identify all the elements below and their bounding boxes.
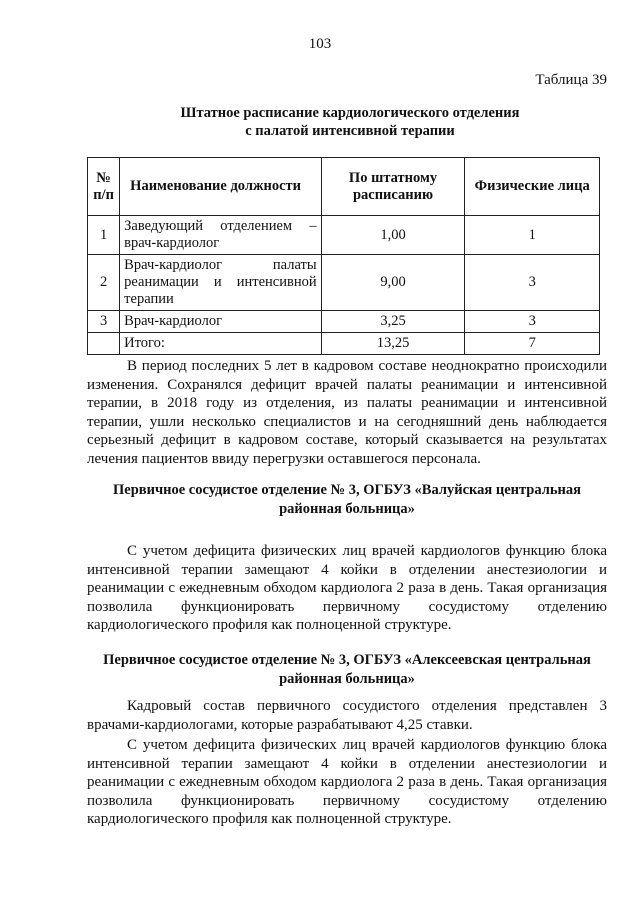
row-plan: 1,00 <box>321 216 465 255</box>
row-name: Итого: <box>120 333 321 355</box>
table-caption: Таблица 39 <box>535 72 607 88</box>
page-number: 103 <box>308 36 332 52</box>
staffing-table <box>87 157 600 355</box>
row-name: Врач-кардиолог <box>120 311 321 333</box>
row-name: Врач-кардиолог палаты реанимации и интенсивной терапии <box>120 255 321 311</box>
row-num: 2 <box>88 255 120 311</box>
table-title-line-1: Штатное расписание кардиологического отделения <box>180 105 520 121</box>
row-phys: 3 <box>465 311 600 333</box>
table-row <box>88 216 600 255</box>
table-title <box>80 104 620 140</box>
paragraph-3: Кадровый состав первичного сосудистого отделения представлен 3 врачами-кардиологами, которые разрабатывают 4,25 ставки. <box>87 698 607 733</box>
table-row <box>88 255 600 311</box>
row-num: 3 <box>88 311 120 333</box>
table-header-row <box>88 158 600 216</box>
table-row <box>88 311 600 333</box>
table-title-line-2: с палатой интенсивной терапии <box>245 123 455 139</box>
header-name: Наименование должности <box>120 158 321 216</box>
row-num: 1 <box>88 216 120 255</box>
header-num: № п/п <box>88 158 120 216</box>
row-plan: 9,00 <box>321 255 465 311</box>
table-total-row <box>88 333 600 355</box>
row-plan: 13,25 <box>321 333 465 355</box>
header-phys: Физические лица <box>465 158 600 216</box>
row-phys: 1 <box>465 216 600 255</box>
row-plan: 3,25 <box>321 311 465 333</box>
paragraph-1: В период последних 5 лет в кадровом составе неоднократно происходили изменения. Сохранялся дефицит врачей палаты реанимации и интенсивной терапии, в 2018 году из отделения, из палаты реанимации и интенсивной терапии, ушли несколько специалистов и на сегодняшний день наблюдается серьезный дефицит в кадровом составе, который сказывается на результатах лечения пациентов ввиду перегрузки оставшегося персонала. <box>87 358 607 467</box>
row-num <box>88 333 120 355</box>
row-phys: 7 <box>465 333 600 355</box>
header-plan: По штатному расписанию <box>321 158 465 216</box>
row-name: Заведующий отделением – врач-кардиолог <box>120 216 321 255</box>
section-title-alekseevka: Первичное сосудистое отделение № 3, ОГБУЗ «Алексеевская центральная районная больница» <box>103 652 591 687</box>
paragraph-2: С учетом дефицита физических лиц врачей кардиологов функцию блока интенсивной терапии замещают 4 койки в отделении анестезиологии и реанимации с ежедневным обходом кардиолога 2 раза в день. Такая организация позволила функционировать первичному сосудистому отделению кардиологического профиля как полноценной структуре. <box>87 543 607 633</box>
row-phys: 3 <box>465 255 600 311</box>
paragraph-4: С учетом дефицита физических лиц врачей кардиологов функцию блока интенсивной терапии замещают 4 койки в отделении анестезиологии и реанимации с ежедневным обходом кардиолога 2 раза в день. Такая организация позволила функционировать первичному сосудистому отделению кардиологического профиля как полноценной структуре. <box>87 737 607 827</box>
section-title-valuyki: Первичное сосудистое отделение № 3, ОГБУЗ «Валуйская центральная районная больница» <box>112 482 581 517</box>
